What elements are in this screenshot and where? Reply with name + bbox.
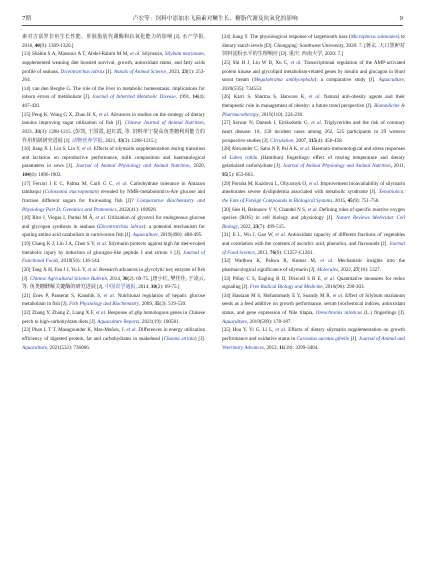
reference-text: (4): 450-458. (316, 137, 343, 144)
italic-text: Xenobiotica: the Fate of Foreign Compounds in Biological Systems (222, 189, 405, 204)
header-rule (22, 25, 403, 26)
reference-text: Hassaan M S, Mohammady E Y, Soaudy M R, (232, 292, 333, 299)
reference-text: Chang K J, Lin J A, Chen S Y, (31, 241, 97, 247)
italic-text: Aquaculture Reports (97, 318, 140, 325)
reference-text: (2): 69-75. [唐小红, 樊佳佳, 于凌云, 等. 鱼类糖酵解关键酶的研究进展 [J]. (22, 275, 206, 291)
reference-text: (6): 1896-1903. (29, 172, 62, 178)
volume-number: 33 (117, 137, 123, 144)
reference-entry (222, 119, 405, 145)
reference-text: , 2022(41): 100928. (116, 206, 157, 213)
reference-text: . Quantitative measures for redox signaling [J]. (222, 275, 405, 291)
reference-text: . Haemato-immunological and stress responses of (222, 146, 405, 161)
reference-entry (22, 292, 205, 309)
italic-text: Aquaculture (132, 232, 158, 239)
volume-number: 76 (269, 249, 276, 256)
reference-number: [32] (222, 258, 231, 265)
reference-text: [J]. (104, 68, 114, 75)
italic-text: et al (307, 206, 317, 213)
reference-number: [15] (22, 111, 31, 118)
reference-text: Sarwar N, Danesh J, Eiriksdottir G, (232, 120, 312, 127)
reference-number: [35] (222, 327, 231, 334)
italic-text: Labeo rohita (229, 154, 258, 161)
italic-text: Fish Physiology and Biochemistry (69, 301, 140, 308)
italic-text: et al (95, 215, 105, 222)
italic-text: Nature Reviews Molecular Cell Biology (222, 215, 405, 230)
reference-text: , 2009, (139, 301, 155, 308)
volume-number: 35 (154, 301, 160, 308)
italic-text: Journal of Food Science (222, 241, 405, 256)
reference-number: [31] (222, 232, 231, 239)
reference-entry (22, 111, 205, 146)
italic-text: Journal of Animal Physiology and Animal Nutrition (282, 163, 391, 170)
italic-text: et al (95, 310, 105, 316)
reference-text: 动物营养学报 (71, 137, 103, 144)
reference-text: (3): 519-539. (159, 301, 187, 308)
reference-text: . Advances in studies on the strategy of dietary tannins improving sugar utilization of fish [J]. (22, 111, 206, 127)
reference-text: , 2019(509): 178-187. (247, 318, 292, 325)
references-left-column (22, 33, 205, 352)
reference-text: , 2019(56): 136-144. (58, 258, 101, 265)
reference-text: (2): 69-75.] (156, 284, 180, 291)
reference-text: , 2014, (107, 275, 123, 282)
reference-text: Tang X H, Fan J J, Yu L Y, (31, 266, 88, 273)
reference-text: ) [J]. (194, 335, 205, 342)
italic-text: Micropterus salmoides (350, 34, 398, 40)
reference-text: , 2014, (135, 284, 151, 291)
italic-text: Free Radical Biology and Medicine (249, 284, 323, 291)
reference-text: . Nutritional regulation of hepatic glucose metabolism in fish [J]. (22, 292, 206, 308)
volume-number: 30 (150, 284, 157, 291)
reference-entry (222, 292, 405, 327)
reference-entry (222, 180, 405, 206)
reference-entry (222, 33, 405, 59)
reference-entry (22, 145, 205, 180)
reference-number: [24] (222, 34, 231, 40)
volume-number: 14 (192, 94, 198, 101)
italic-text: et al (126, 327, 136, 334)
reference-number: [22] (22, 310, 31, 316)
reference-entry (222, 326, 405, 352)
reference-number: [27] (222, 120, 231, 127)
reference-text: (9): C1257-C1261. (275, 249, 314, 256)
reference-text: , 2023, (166, 68, 182, 75)
reference-text: (4): 407-420. (22, 94, 205, 109)
reference-text: ) to dietary starch levels [D]. Chongqing: Southwest University, 2020: 7. [蒋玄. 大口黑鲈对饲料淀粉水平的生理响应 [D]. 重庆: 西南大学, 2020: 7.] (222, 34, 405, 58)
reference-text: Shi H J, Liu W B, Xu C, (232, 59, 291, 66)
reference-text: (3): 1208-1215.] (122, 137, 157, 144)
reference-entry (22, 309, 205, 326)
reference-text: Jiang X J, Lin S, Lin Y, (31, 146, 83, 153)
reference-entry (22, 50, 205, 85)
reference-text: , 2022, (237, 223, 254, 230)
volume-number: 33 (34, 128, 40, 135)
volume-number: 23 (253, 223, 259, 230)
volume-number: 115 (308, 137, 317, 144)
reference-text: Jiang Y. The physiological response of largemouth bass ( (232, 34, 351, 40)
italic-text: Carassius auratus gibelio (296, 335, 350, 342)
reference-text: (Hamilton) fingerlings: effect of rearing temperature and dietary gelatinized carbohydrate [J]. (222, 154, 405, 170)
reference-entry (222, 59, 405, 94)
reference-text: Pillay C S, Eagling B D, Driscoll S R E, (232, 275, 325, 282)
reference-text: Karri S, Sharma S, Hatware K, (233, 94, 309, 101)
reference-text: , 2019(498): 488-495. (157, 232, 203, 239)
italic-text: Aquaculture (22, 344, 47, 351)
reference-text: 素对吉富罗非鱼生长性能、肝脏脂肪代谢酶和抗氧化能力的影响 [J]. 水产学报, 2016, (22, 34, 205, 49)
volume-number: 104 (22, 172, 30, 178)
reference-text: Rito J, Viegas I, Pardal M Â, (32, 215, 96, 222)
reference-number: [29] (222, 180, 231, 187)
italic-text: et al (130, 51, 140, 58)
reference-number: [16] (22, 146, 31, 153)
reference-entry (22, 85, 205, 111)
page-number: 9 (399, 16, 403, 22)
italic-text: Circulation (270, 137, 294, 144)
reference-text: , 2022, (338, 266, 354, 273)
reference-text: (3): 1208-1215. [彭凯, 王国霞, 赵红霞, 等. 饲料单宁提高鱼类糖利用能力的作用机制研究进展 [J]. (22, 128, 206, 144)
italic-text: et al (116, 180, 127, 187)
reference-text: , 2011, (254, 249, 270, 256)
italic-text: et al (275, 327, 285, 334)
reference-entry (22, 33, 205, 50)
reference-number: [23] (22, 327, 31, 334)
reference-entry (22, 326, 205, 352)
italic-text: Chinese Journal of Animal Nutrition (124, 120, 204, 127)
italic-text: et al (96, 241, 106, 247)
italic-text: Channa striata (163, 335, 195, 342)
reference-text: , 2021, (102, 137, 118, 144)
reference-text: Shahin S A, Mansour A T, Abdel-Rahim M M, (32, 51, 131, 58)
reference-text: (16): 5327. (358, 266, 382, 273)
reference-text: (L.) fingerlings [J]. (362, 310, 405, 316)
reference-text: Enes P, Panserat S, Kaushik S, (32, 292, 104, 299)
reference-text: , 2021, (22, 120, 205, 135)
reference-entry (222, 257, 405, 274)
italic-text: Megalobrama amblycephala (253, 77, 315, 84)
italic-text: Silybum marianum (164, 51, 204, 58)
reference-text: . Natural anti-obesity agents and their therapeutic role in management of obesity: a future trend perspective [J]. (222, 94, 405, 109)
reference-number: [18] (22, 215, 31, 222)
italic-text: et al (300, 146, 309, 153)
reference-text: , 2015, (332, 197, 348, 204)
reference-entry (22, 180, 205, 215)
reference-number: [26] (222, 94, 231, 101)
italic-text: Dicentrarchus labrax (60, 68, 105, 75)
italic-text: et al (311, 120, 321, 127)
reference-number: [13] (22, 51, 31, 58)
italic-text: et al (275, 232, 285, 239)
italic-text: et al (308, 180, 318, 187)
reference-text: . Transcriptional regulation of the AMP-activated protein kinase and glycolipid metabolism-related genes by insulin and glucagon in blunt snout bream ( (222, 59, 405, 84)
italic-text: et al (87, 266, 97, 273)
reference-text: (5): 653-663. (227, 172, 254, 178)
reference-text: Phan L T T, Masagounder K, Mas-Muñoz, J, (32, 327, 127, 334)
running-title: 卢宏等：饲料中添加水飞蓟素对鳜生长、糖脂代谢及抗氧化的影响 (132, 16, 298, 22)
reference-entry (222, 145, 405, 180)
reference-text: ): a comparative study [J]. (314, 77, 379, 84)
reference-number: [21] (22, 292, 31, 299)
italic-text: et al (290, 59, 301, 66)
reference-text: , supplemented weaning diet boosted survival, growth, antioxidant status, and fatty acids profile of seabass, (22, 51, 205, 75)
reference-text: . Triglycerides and the risk of coronary heart disease: 10, 158 incident cases among 262, 525 participants in 29 western prospective studies [J]. (222, 120, 405, 144)
volume-number: 27 (353, 266, 359, 273)
reference-text: van den Berghe G. The role of the liver in metabolic homeostasis: implications for inborn errors of metabolism [J]. (22, 85, 205, 101)
reference-number: [20] (22, 266, 31, 273)
issue-number: 7期 (22, 16, 32, 22)
reference-text: Ji L, Wu J, Gao W, (232, 232, 276, 239)
reference-text: . Improvement bioavailability of silymarin ameliorates severe dyslipidemia associated with metabolic syndrome [J]. (222, 180, 406, 196)
reference-text: . Differences in energy utilization efficiency of digested protein, fat and carbohydrates in snakehead ( (22, 327, 205, 342)
reference-text: , 2016(96): 290-303. (322, 284, 365, 291)
italic-text: et al (103, 292, 114, 299)
reference-text: (9): 1309-1320.] (39, 42, 74, 49)
reference-text: . Effect of Silybum marianum seeds as a feed additive on growth performance, serum biochemical indices, antioxidant status, and gene expression of Nile tilapia, (222, 292, 405, 316)
italic-text: Journal of Animal and Veterinary Advances (222, 335, 405, 351)
reference-entry (22, 266, 205, 292)
reference-text: , 2012, (263, 344, 280, 351)
reference-entry (222, 275, 405, 292)
reference-number: [25] (222, 59, 231, 66)
reference-entry (22, 214, 205, 240)
reference-text: , 2020, (189, 163, 205, 170)
reference-text: , 2007, (293, 137, 309, 144)
reference-text: , 2020(535): 734553. (222, 77, 405, 92)
reference-text: Sies H, Belousov V V, Chandel N S, (231, 206, 308, 213)
reference-entry (22, 240, 205, 266)
reference-text: . Silymarin, (139, 51, 165, 58)
reference-text: (1): 253-264. (22, 68, 206, 84)
reference-text: . Silymarin protects against high fat diet-evoked metabolic injury by induction of glucagon-like peptide 1 and sirtuin 1 [J]. (22, 241, 205, 256)
reference-text: Ferrari J E C, Palma M, Carli G C, (33, 180, 117, 187)
italic-text: et al (332, 292, 343, 299)
italic-text: Journal of Animal Physiology and Animal Nutrition (75, 163, 190, 170)
reference-text: . Research advances in glycolytic key enzyme of fish [J]. (22, 266, 205, 282)
reference-text: [J]. (349, 335, 359, 342)
volume-number: 95 (222, 172, 228, 178)
reference-text: . Antioxidant capacity of different fractions of vegetables and correlation with the contents of ascorbic acid, phenolics, and flavonoids [J]. (222, 232, 405, 247)
reference-number: [19] (22, 241, 31, 247)
italic-text: Annals of Animal Science (113, 68, 167, 75)
volume-number: 23 (181, 68, 187, 75)
italic-text: Chinese Agricultural Science Bulletin (29, 275, 108, 282)
italic-text: Dicentrarchus labrax (98, 223, 144, 230)
reference-text: ): a potential mechanism for sparing amino acid catabolism in carnivorous fish [J]. (22, 223, 205, 239)
italic-text: Journal of Inherited Metabolic Disease (92, 94, 176, 101)
italic-text: Aquaculture (378, 77, 404, 84)
italic-text: et al (98, 111, 108, 118)
reference-entry (222, 93, 405, 119)
reference-text: . Defining roles of specific reactive oxygen species (ROS) in cell biology and physiology [J]. (222, 206, 405, 222)
reference-text: Alexander C, Sahu N P, Pal A K, (231, 146, 301, 153)
italic-text: et al (308, 94, 320, 101)
reference-text: 中国农学通报 (105, 284, 136, 291)
reference-text: , 2021(532): 736066. (47, 344, 91, 351)
italic-text: Biomedicine & Pharmacotherapy (222, 103, 405, 118)
italic-text: Comparative Biochemistry and Physiology Part D: Genomics and Proteomics (22, 197, 205, 213)
reference-number: [30] (222, 206, 231, 213)
reference-text: (9): 751-756. (352, 197, 380, 204)
reference-number: [14] (22, 85, 31, 92)
volume-number: 30 (122, 275, 128, 282)
reference-text: Hou Y, Yi G, Li L, (232, 327, 276, 334)
italic-text: Oreochromis niloticus (315, 310, 363, 316)
reference-text: (18): 3399-3404. (284, 344, 319, 351)
reference-text: . Utilization of glycerol for endogenous glucose and glycogen synthesis in seabass ( (22, 215, 205, 230)
reference-text: , 2011, (390, 163, 405, 170)
reference-text: . Mechanistic insights into the pharmacological significance of silymarin [J]. (222, 258, 406, 273)
volume-number: 40 (34, 42, 40, 49)
reference-number: [28] (222, 146, 231, 153)
reference-text: (7): 499-515. (258, 223, 286, 230)
reference-text: , 1991, (175, 94, 193, 101)
reference-number: [33] (222, 275, 231, 282)
reference-text: Zhang Y, Zhang Z, Liang X F, (31, 310, 96, 316)
reference-text: Peng K, Wang G X, Zhao H X, (32, 111, 99, 118)
reference-text: , 2021(19): 100581. (139, 318, 180, 325)
reference-number: [34] (222, 292, 231, 299)
italic-text: et al (82, 146, 92, 153)
reference-text: . Effects of dietary silymarin supplementation on growth performance and oxidative status in (222, 327, 405, 342)
reference-text: Wadhwa K, Pahwa R, Kumar M, (234, 258, 321, 265)
reference-text: . Effects of silymarin supplementation during transition and lactation on reproductive performance, milk composition and haematological parameters in sows [J]. (22, 146, 205, 170)
italic-text: Aquaculture (222, 318, 247, 325)
references-right-column (222, 33, 405, 352)
reference-text: , 2019(110): 224-238. (258, 111, 304, 118)
italic-text: et al (324, 275, 334, 282)
italic-text: Molecules (317, 266, 338, 273)
reference-text: . Response of g6p homologous genes in Chinese perch to high-carbohydrate diets [J]. (22, 310, 205, 325)
italic-text: et al (320, 258, 333, 265)
reference-text: ) revealed by NMR-metabolomics-Are glucose and fructose different sugars for fruit-eating fish [J]? (22, 189, 205, 204)
running-header (22, 14, 403, 22)
volume-number: 11 (279, 344, 285, 351)
reference-text: . Carbohydrate tolerance in Amazon tambaqui ( (22, 180, 205, 196)
reference-entry (222, 206, 405, 232)
reference-text: Poruba M, Kazdová L, Oliyarnyk O, (231, 180, 309, 187)
italic-text: Colossoma macropomum (44, 189, 98, 196)
volume-number: 45 (347, 197, 353, 204)
italic-text: Journal of Functional Foods (22, 249, 205, 265)
reference-number: [17] (22, 180, 31, 187)
reference-entry (222, 231, 405, 257)
